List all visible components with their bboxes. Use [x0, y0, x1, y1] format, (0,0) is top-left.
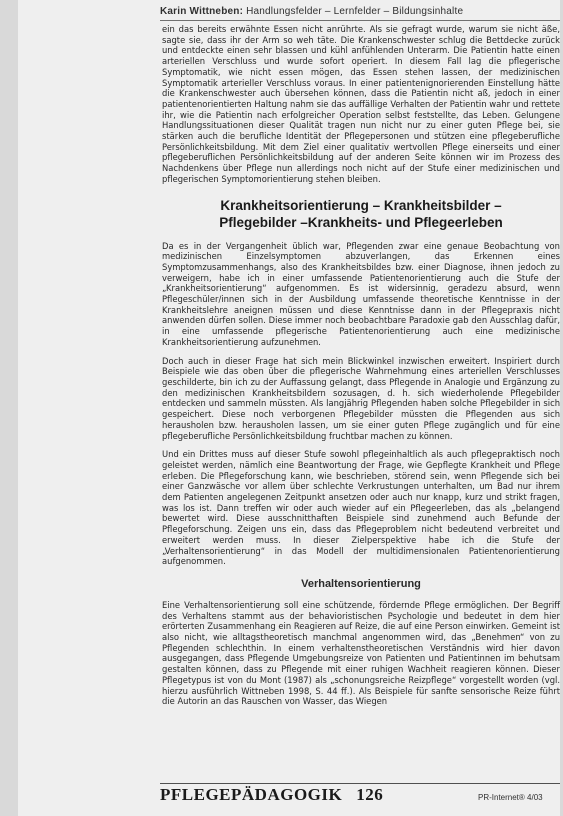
paragraph-5: Eine Verhaltensorientierung soll eine schützende, fördernde Pflege ermöglichen. Der Begriff des Verhaltens stammt aus der behavioristischen Psychologie und bedeutet in dem hier erörterten Zusammenhang ein Reagieren auf Reize, die auf eine Person einwirken. Gemeint ist also nicht, wie alltagstheoretisch manchmal angenommen wird, das „Benehmen“ von zu Pflegenden schlechthin. In einem verhaltenstheoretischen Verständnis wird hier davon ausgegangen, dass Pflegende Umgebungsreize von Patienten und Patientinnen im behutsam gestalten können, dass zu Pflegende mit einer ruhigen Wachheit reagieren können. Dieser Pflegetypus ist von du Mont (1987) als „schonungsreiche Reizpflege“ vorgestellt worden (vgl. hierzu ausführlich Wittneben 1998, S. 44 ff.). Als Beispiele für sanfte sensorische Reize führt die Autorin an das Rauschen von Wasser, das Wiegen [162, 599, 560, 707]
paragraph-4: Und ein Drittes muss auf dieser Stufe sowohl pflegeinhaltlich als auch pflegepraktisch noch geleistet werden, nämlich eine Beantwortung der Frage, wie Gepflegte Krankheit und Pflege erleben. Die Pflegeforschung kann, wie beschrieben, störend sein, wenn Pflegende sich bei einer Ganzwäsche vor allem über schlechte Verkrustungen unterhalten, um Bad nur ihrem dem Patienten angelegenen Zeitpunkt ansetzen oder auch nur knapp, kurz und strikt fragen, was los ist. Dann treffen wir oder auch wieder auf ein Pflegeerleben, das als „belangend bewertet wird. Diese ausschnitthaften Beispiele sind zunehmend auch Befunde der Pflegeforschung. Zeigen uns ein, dass das Pflegeproblem nicht bedeutend verbreitet und erweitert werden muss. In dieser Zielperspektive habe ich die Stufe der „Verhaltensorientierung“ in das Modell der multidimensionalen Patientenorientierung aufgenommen. [162, 449, 560, 567]
issue-date: PR-Internet® 4/03 [478, 793, 543, 802]
section-title [162, 197, 560, 231]
header-rule [160, 20, 560, 21]
footer-journal [160, 785, 383, 805]
paragraph-2: Da es in der Vergangenheit üblich war, Pflegenden zwar eine genaue Beobachtung von medizinischen Einzelsymptomen abzuverlangen, das Erkennen eines Symptomzusammenhangs, also des Krankheitsbildes bzw. einer Diagnose, ihnen jedoch zu verweigern, habe ich in einer umfassende Patientenorientierung auch die Stufe der „Krankheitsorientierung“ aufgenommen. Es ist widersinnig, geradezu absurd, wenn Pflegeschüler/innen sich in der Ausbildung umfassende theoretische Kenntnisse in der Krankheitslehre aneignen müssen und diese Kenntnisse dann in der Pflegepraxis nicht anwenden dürfen sollen. Diese immer noch beobachtbare Paradoxie gab den Ausschlag dafür, in eine umfassende pflegerische Patientenorientierung auch eine medizinische Krankheitsorientierung aufzunehmen. [162, 240, 560, 347]
section-title-line-2: Pflegebilder –Krankheits- und Pflegeerleben [219, 214, 503, 230]
journal-name: PFLEGEPÄDAGOGIK [160, 785, 343, 804]
header-author: Karin Wittneben: [160, 6, 244, 17]
article-body [162, 24, 560, 715]
paragraph-1: ein das bereits erwähnte Essen nicht anrührte. Als sie gefragt wurde, warum sie nicht äße, sagte sie, dass ihr der Arm so weh täte. Die Krankenschwester schlug die Bettdecke zurück und entdeckte einen sehr blassen und kühl anfühlenden Unterarm. Die Patientin hatte einen arteriellen Verschluss und wurde sofort operiert. In diesem Fall lag die pflegerische Symptomatik, wie nicht essen mögen, das Essen stehen lassen, der medizinischen Symptomatik arterieller Verschluss voraus. In einer patientenignorierenden Einstellung hätte die Krankenschwester auch übersehen können, dass die Patientin nicht aß, jedoch in einer patientenorientierten Haltung nahm sie das auffällige Verhalten der Patientin wahr und rettete ihr, wie die Patientin nach erfolgreicher Operation selbst feststellte, das Leben. Gelungene Handlungssituationen dieser Qualität tragen nun nicht nur zu einer guten Pflege bei, sie stärken auch die berufliche Identität der Pflegepersonen und stützen eine pflegeberufliche Persönlichkeitsbildung. Mit dem Ziel einer qualitativ wertvollen Pflege einerseits und einer pflegeberuflichen Persönlichkeitsbildung auf der anderen Seite können wir im Prozess des Nachdenkens über Pflege nun allerdings noch nicht auf der Stufe einer medizinischen und pflegerischen Symptomorientierung stehen bleiben. [162, 24, 560, 184]
subsection-title: Verhaltensorientierung [301, 577, 421, 590]
header-title: Handlungsfelder – Lernfelder – Bildungsinhalte [246, 6, 464, 17]
paragraph-3: Doch auch in dieser Frage hat sich mein Blickwinkel inzwischen erweitert. Inspiriert durch Beispiele wie das oben über die pflegerische Wahrnehmung eines arteriellen Verschlusses geschilderte, bin ich zu der Auffassung gelangt, dass Pflegende in Analogie und Ergänzung zu den medizinischen Krankheitsbildern sozusagen, d. h. sich wiederholende Pflegebilder entdecken und sammeln müssten. Als langjährig Pflegenden haben solche Pflegebilder in sich gespeichert. Diese noch verborgenen Pflegebilder müssten die Pflegenden aus sich herausholen bzw. herausholen lassen, um sie einer guten Pflege zugänglich und für eine pflegeberufliche Persönlichkeitsbildung fruchtbar machen zu können. [162, 355, 560, 441]
page-number: 126 [356, 785, 384, 804]
section-title-line-1: Krankheitsorientierung – Krankheitsbilder – [220, 197, 502, 213]
footer-rule [160, 783, 560, 784]
